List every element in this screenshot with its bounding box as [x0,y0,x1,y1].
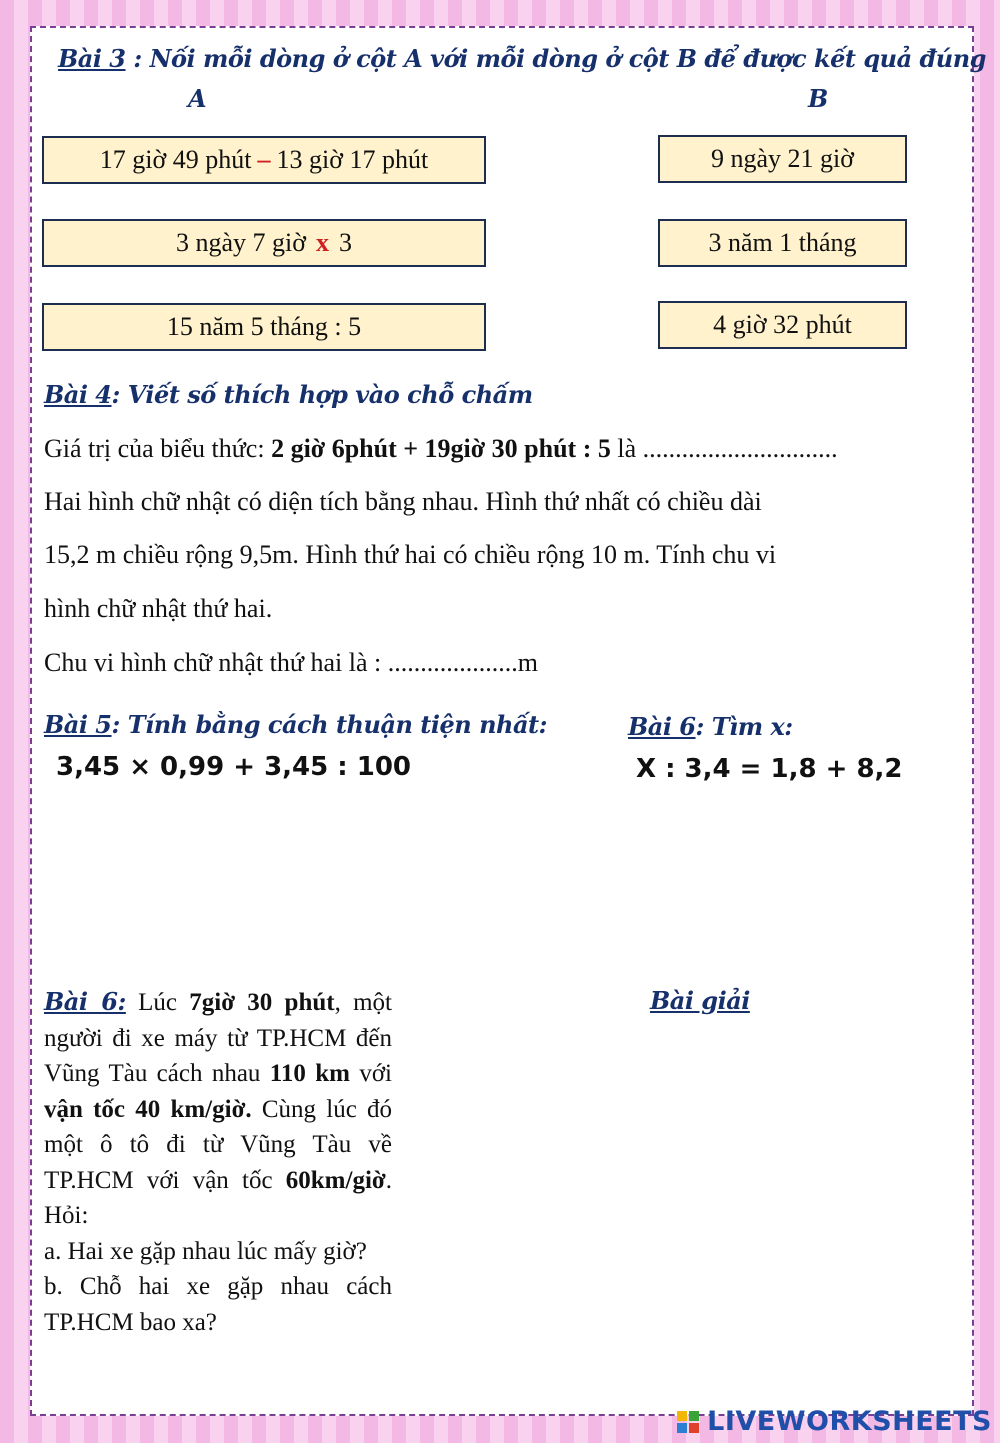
bai6-problem-label: Bài 6: [44,987,126,1016]
logo-icon [677,1411,703,1433]
solution-heading: Bài giải [650,986,750,1015]
bai3-title [58,44,986,73]
times-operator: x [316,228,329,257]
bai5-title-label: Bài 5 [44,710,112,739]
bai6-word-problem [44,984,392,1340]
bai5-title [44,710,547,739]
a2-left: 3 ngày 7 giờ [175,228,306,257]
bai4-title-text: : Viết số thích hợp vào chỗ chấm [111,380,533,409]
bai3-title-text: : Nối mỗi dòng ở cột A với mỗi dòng ở cột B để được kết quả đúng [125,44,986,73]
bai4-title [44,380,533,409]
bai6-text-2: , một người đi xe máy từ TP.HCM đến Vũng Tàu cách nhau [44,989,392,1087]
a1-right: 13 giờ 17 phút [276,145,429,174]
bai4-expression: 2 giờ 6phút + 19giờ 30 phút : 5 [271,434,611,463]
bai5-expression: 3,45 × 0,99 + 3,45 : 100 [56,752,411,782]
liveworksheets-logo [677,1406,992,1437]
bai4-problem-line-2: 15,2 m chiều rộng 9,5m. Hình thứ hai có chiều rộng 10 m. Tính chu vi [44,540,777,569]
match-a-item-2[interactable] [42,219,486,267]
bai6-speed-motorbike: vận tốc 40 km/giờ. [44,1095,252,1123]
a2-right: 3 [339,228,352,257]
bai6-text-5: . Hỏi: [44,1166,392,1229]
column-b-header: B [808,84,828,113]
bai6-text-1: Lúc [125,989,190,1016]
a3-text: 15 năm 5 tháng : 5 [166,312,362,341]
bai6-text-4: Cùng lúc đó một ô tô đi từ Vũng Tàu về TP.HCM với vận tốc [44,1095,392,1194]
bai6-text-3: với [349,1060,392,1087]
bai6-find-x-label: Bài 6 [628,712,696,741]
bai6-find-x-expression: X : 3,4 = 1,8 + 8,2 [636,754,903,784]
bai6-find-x-text: : Tìm x: [695,712,793,741]
column-a-header: A [188,84,207,113]
bai6-question-b: b. Chỗ hai xe gặp nhau cách TP.HCM bao xa? [44,1273,392,1336]
minus-operator: – [257,145,271,174]
match-b-item-1[interactable]: 9 ngày 21 giờ [658,135,907,183]
bai6-question-a: a. Hai xe gặp nhau lúc mấy giờ? [44,1237,367,1265]
match-a-item-3[interactable] [42,303,486,351]
match-b-item-3[interactable]: 4 giờ 32 phút [658,301,907,349]
bai6-start-time: 7giờ 30 phút [189,989,335,1016]
logo-text: LIVEWORKSHEETS [707,1406,992,1437]
bai3-title-label: Bài 3 [58,44,126,73]
bai4-answer-blank-1[interactable]: là .............................. [610,434,838,463]
bai5-title-text: : Tính bằng cách thuận tiện nhất: [111,710,547,739]
bai4-line1-pre: Giá trị của biểu thức: [44,434,272,463]
bai6-speed-car: 60km/giờ [285,1166,386,1194]
bai6-find-x-title [628,712,793,741]
bai4-answer-line[interactable]: Chu vi hình chữ nhật thứ hai là : ....................m [44,648,538,677]
bai4-problem-line-3: hình chữ nhật thứ hai. [44,594,273,623]
bai4-title-label: Bài 4 [44,380,112,409]
a1-left: 17 giờ 49 phút [99,145,252,174]
bai4-expression-line [44,434,838,464]
bai4-problem-line-1: Hai hình chữ nhật có diện tích bằng nhau. Hình thứ nhất có chiều dài [44,487,762,516]
match-a-item-1[interactable] [42,136,486,184]
bai6-distance: 110 km [269,1060,350,1087]
match-b-item-2[interactable]: 3 năm 1 tháng [658,219,907,267]
